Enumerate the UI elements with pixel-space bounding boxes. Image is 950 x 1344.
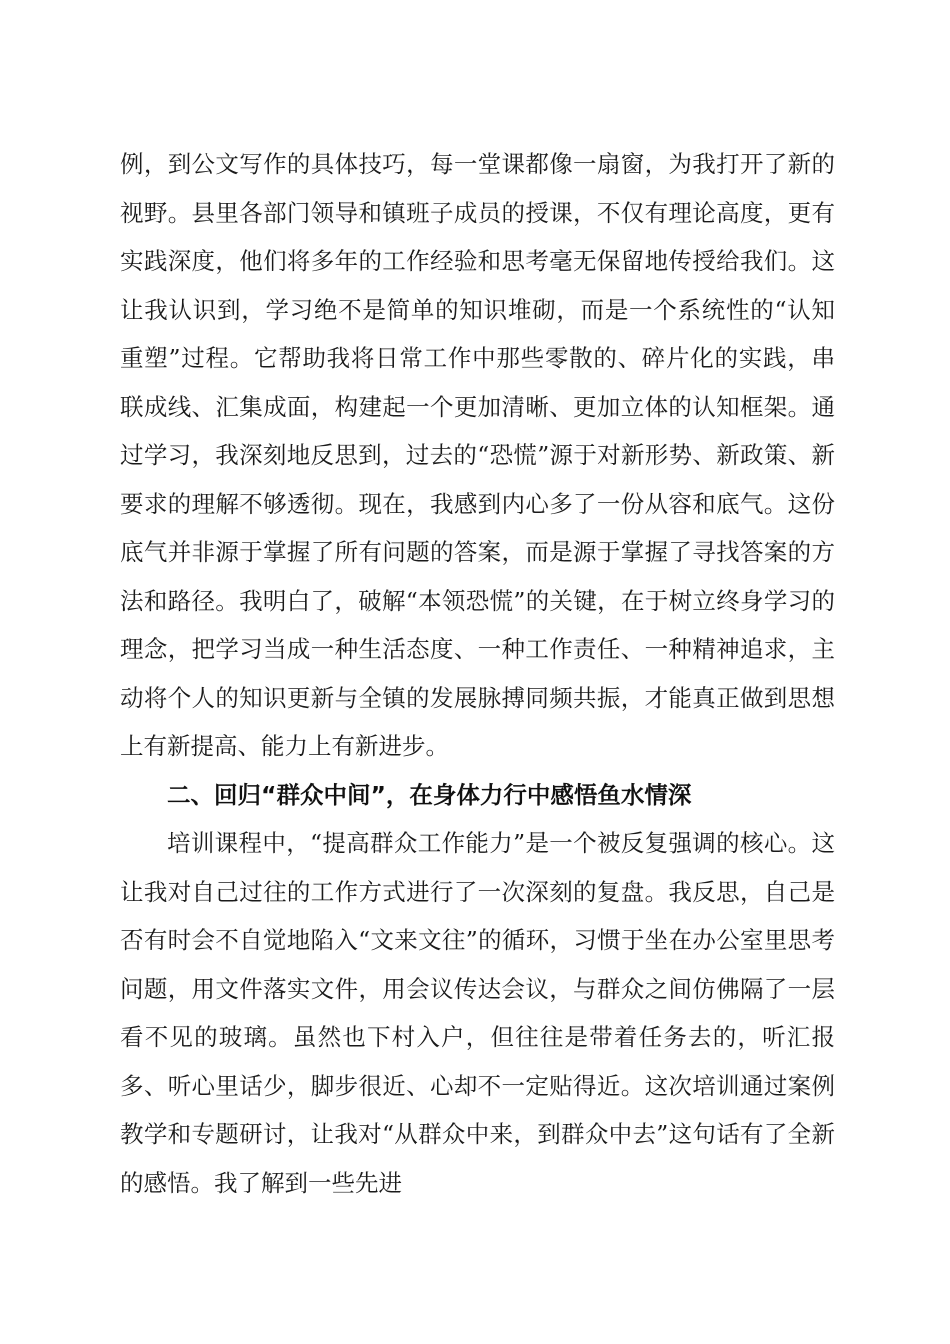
document-body <box>120 140 835 1207</box>
section-heading: 二、回归“群众中间”，在身体力行中感悟鱼水情深 <box>167 780 692 809</box>
body-paragraph-continued: 例，到公文写作的具体技巧，每一堂课都像一扇窗，为我打开了新的视野。县里各部门领导和镇班子成员的授课，不仅有理论高度，更有实践深度，他们将多年的工作经验和思考毫无保留地传授给我们。这让我认识到，学习绝不是简单的知识堆砌，而是一个系统性的“认知重塑”过程。它帮助我将日常工作中那些零散的、碎片化的实践，串联成线、汇集成面，构建起一个更加清晰、更加立体的认知框架。通过学习，我深刻地反思到，过去的“恐慌”源于对新形势、新政策、新要求的理解不够透彻。现在，我感到内心多了一份从容和底气。这份底气并非源于掌握了所有问题的答案，而是源于掌握了寻找答案的方法和路径。我明白了，破解“本领恐慌”的关键，在于树立终身学习的理念，把学习当成一种生活态度、一种工作责任、一种精神追求，主动将个人的知识更新与全镇的发展脉搏同频共振，才能真正做到思想上有新提高、能力上有新进步。 <box>120 150 835 760</box>
body-paragraph: 培训课程中，“提高群众工作能力”是一个被反复强调的核心。这让我对自己过往的工作方式进行了一次深刻的复盘。我反思，自己是否有时会不自觉地陷入“文来文往”的循环，习惯于坐在办公室里思考问题，用文件落实文件，用会议传达会议，与群众之间仿佛隔了一层看不见的玻璃。虽然也下村入户，但往往是带着任务去的，听汇报多、听心里话少，脚步很近、心却不一定贴得近。这次培训通过案例教学和专题研讨，让我对“从群众中来，到群众中去”这句话有了全新的感悟。我了解到一些先进 <box>120 829 835 1197</box>
